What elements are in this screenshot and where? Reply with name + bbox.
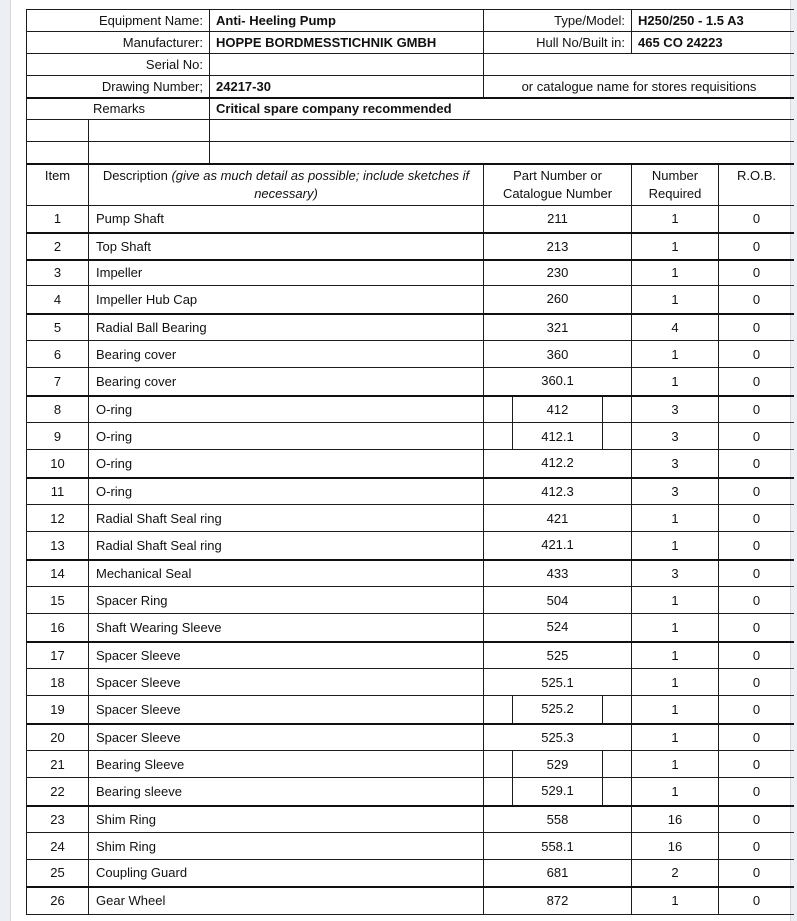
part-number-cell[interactable] xyxy=(484,560,632,587)
part-number-cell[interactable] xyxy=(484,642,632,669)
part-number-cell[interactable] xyxy=(484,696,632,724)
part-number-value: 412.1 xyxy=(541,428,574,444)
part-number-cell[interactable] xyxy=(484,806,632,833)
part-number-value: 211 xyxy=(547,211,568,227)
left-gutter xyxy=(0,0,11,921)
part-number-cell[interactable] xyxy=(484,860,632,887)
blank-row-1 xyxy=(27,120,795,142)
serial-value[interactable] xyxy=(210,54,484,76)
part-number-cell[interactable] xyxy=(484,341,632,368)
part-number-value: 412.3 xyxy=(541,483,574,499)
number-required-cell[interactable]: 4 xyxy=(632,314,719,341)
number-required-cell[interactable]: 1 xyxy=(632,751,719,778)
rob-cell[interactable]: 0 xyxy=(719,860,795,887)
description-cell[interactable]: O-ring xyxy=(89,478,484,505)
description-cell[interactable]: Radial Ball Bearing xyxy=(89,314,484,341)
item-number-cell: 10 xyxy=(27,450,89,478)
table-row xyxy=(27,696,795,724)
part-number-cell[interactable] xyxy=(484,505,632,532)
part-number-cell[interactable] xyxy=(484,833,632,860)
part-number-value: 681 xyxy=(546,865,569,881)
blank-cell[interactable] xyxy=(210,120,795,142)
number-required-cell[interactable]: 1 xyxy=(632,233,719,260)
description-cell[interactable]: Spacer Ring xyxy=(89,587,484,614)
item-number-cell: 9 xyxy=(27,423,89,450)
description-cell[interactable]: Shim Ring xyxy=(89,833,484,860)
description-cell[interactable]: Spacer Sleeve xyxy=(89,696,484,724)
item-number-cell: 25 xyxy=(27,860,89,887)
description-cell[interactable]: O-ring xyxy=(89,450,484,478)
part-number-cell[interactable] xyxy=(484,587,632,614)
serial-label: Serial No: xyxy=(27,54,210,76)
item-number-cell: 23 xyxy=(27,806,89,833)
table-row xyxy=(27,642,795,669)
part-number-value: 504 xyxy=(546,592,569,608)
blank-cell[interactable] xyxy=(89,142,210,164)
rob-cell[interactable]: 0 xyxy=(719,450,795,478)
item-number-cell: 8 xyxy=(27,396,89,423)
part-number-cell[interactable] xyxy=(484,724,632,751)
part-number-value: 421 xyxy=(546,510,569,526)
table-row xyxy=(27,860,795,887)
manufacturer-row xyxy=(27,32,795,54)
item-number-cell: 21 xyxy=(27,751,89,778)
number-required-cell[interactable]: 1 xyxy=(632,669,719,696)
part-number-cell[interactable] xyxy=(484,669,632,696)
blank-cell[interactable] xyxy=(27,142,89,164)
rob-cell[interactable]: 0 xyxy=(719,614,795,642)
spares-table xyxy=(26,9,794,915)
table-row xyxy=(27,286,795,314)
hull-label: Hull No/Built in: xyxy=(484,32,632,54)
table-row xyxy=(27,669,795,696)
table-row xyxy=(27,587,795,614)
number-required-cell[interactable]: 1 xyxy=(632,778,719,806)
table-row xyxy=(27,423,795,450)
number-required-cell[interactable]: 3 xyxy=(632,478,719,505)
number-required-cell[interactable]: 1 xyxy=(632,587,719,614)
part-number-value: 213 xyxy=(546,238,569,254)
number-required-cell[interactable]: 1 xyxy=(632,505,719,532)
number-required-cell[interactable]: 1 xyxy=(632,368,719,396)
number-required-cell[interactable]: 1 xyxy=(632,260,719,286)
item-number-cell: 16 xyxy=(27,614,89,642)
number-required-cell[interactable]: 1 xyxy=(632,887,719,915)
col-description-title: Description xyxy=(102,167,168,183)
part-number-cell[interactable] xyxy=(484,423,632,450)
part-number-value: 360 xyxy=(546,346,569,362)
part-number-value: 412.2 xyxy=(541,455,574,471)
table-row xyxy=(27,368,795,396)
part-number-cell[interactable] xyxy=(484,614,632,642)
catalogue-note: or catalogue name for stores requisitions xyxy=(484,76,795,98)
blank-row-2 xyxy=(27,142,795,164)
item-number-cell: 5 xyxy=(27,314,89,341)
spares-rows xyxy=(27,206,795,915)
item-number-cell: 14 xyxy=(27,560,89,587)
rob-cell[interactable]: 0 xyxy=(719,206,795,233)
rob-cell[interactable]: 0 xyxy=(719,887,795,915)
rob-cell[interactable]: 0 xyxy=(719,560,795,587)
description-cell[interactable]: Impeller xyxy=(89,260,484,286)
part-number-value: 558 xyxy=(546,811,569,827)
part-number-cell[interactable] xyxy=(484,887,632,915)
part-number-cell[interactable] xyxy=(484,368,632,396)
table-row xyxy=(27,206,795,233)
table-row xyxy=(27,450,795,478)
rob-cell[interactable]: 0 xyxy=(719,778,795,806)
number-required-cell[interactable]: 1 xyxy=(632,614,719,642)
item-number-cell: 1 xyxy=(27,206,89,233)
rob-cell[interactable]: 0 xyxy=(719,806,795,833)
table-row xyxy=(27,505,795,532)
table-row xyxy=(27,478,795,505)
column-header-row xyxy=(27,164,795,206)
description-cell[interactable]: Spacer Sleeve xyxy=(89,724,484,751)
drawing-label: Drawing Number; xyxy=(27,76,210,98)
table-row xyxy=(27,751,795,778)
number-required-cell[interactable]: 1 xyxy=(632,341,719,368)
table-row xyxy=(27,887,795,915)
number-required-cell[interactable]: 3 xyxy=(632,450,719,478)
table-row xyxy=(27,833,795,860)
number-required-cell[interactable]: 3 xyxy=(632,423,719,450)
description-cell[interactable]: Impeller Hub Cap xyxy=(89,286,484,314)
number-required-cell[interactable]: 16 xyxy=(632,806,719,833)
description-cell[interactable]: Radial Shaft Seal ring xyxy=(89,505,484,532)
col-description-header xyxy=(89,164,484,206)
part-number-cell[interactable] xyxy=(484,260,632,286)
description-cell[interactable]: Bearing cover xyxy=(89,368,484,396)
number-required-cell[interactable]: 3 xyxy=(632,560,719,587)
table-row xyxy=(27,560,795,587)
rob-cell[interactable]: 0 xyxy=(719,833,795,860)
drawing-value[interactable]: 24217-30 xyxy=(210,76,484,98)
rob-cell[interactable]: 0 xyxy=(719,751,795,778)
table-row xyxy=(27,233,795,260)
col-part-number-header: Part Number or Catalogue Number xyxy=(484,164,632,206)
rob-cell[interactable]: 0 xyxy=(719,669,795,696)
part-number-cell[interactable] xyxy=(484,396,632,423)
equipment-name-label: Equipment Name: xyxy=(27,10,210,32)
table-row xyxy=(27,614,795,642)
remarks-label: Remarks xyxy=(27,98,210,120)
description-cell[interactable]: Radial Shaft Seal ring xyxy=(89,532,484,560)
item-number-cell: 17 xyxy=(27,642,89,669)
description-cell[interactable]: Spacer Sleeve xyxy=(89,669,484,696)
part-number-cell[interactable] xyxy=(484,206,632,233)
description-cell[interactable]: Spacer Sleeve xyxy=(89,642,484,669)
item-number-cell: 24 xyxy=(27,833,89,860)
item-number-cell: 18 xyxy=(27,669,89,696)
number-required-cell[interactable]: 3 xyxy=(632,396,719,423)
rob-cell[interactable]: 0 xyxy=(719,396,795,423)
number-required-cell[interactable]: 2 xyxy=(632,860,719,887)
serial-row xyxy=(27,54,795,76)
part-number-value: 421.1 xyxy=(541,537,574,553)
item-number-cell: 20 xyxy=(27,724,89,751)
number-required-cell[interactable]: 16 xyxy=(632,833,719,860)
description-cell[interactable]: Shaft Wearing Sleeve xyxy=(89,614,484,642)
description-cell[interactable]: Shim Ring xyxy=(89,806,484,833)
rob-cell[interactable]: 0 xyxy=(719,505,795,532)
part-number-cell[interactable] xyxy=(484,532,632,560)
number-required-cell[interactable]: 1 xyxy=(632,696,719,724)
description-cell[interactable]: O-ring xyxy=(89,396,484,423)
part-number-value: 321 xyxy=(546,319,569,335)
part-number-value: 525.2 xyxy=(541,701,574,717)
item-number-cell: 11 xyxy=(27,478,89,505)
table-row xyxy=(27,260,795,286)
spares-sheet xyxy=(26,9,794,921)
rob-cell[interactable]: 0 xyxy=(719,696,795,724)
table-row xyxy=(27,778,795,806)
part-number-value: 360.1 xyxy=(541,373,574,389)
equipment-name-value[interactable]: Anti- Heeling Pump xyxy=(210,10,484,32)
description-cell[interactable]: Coupling Guard xyxy=(89,860,484,887)
part-number-value: 529.1 xyxy=(541,783,574,799)
description-cell[interactable]: Bearing sleeve xyxy=(89,778,484,806)
part-number-value: 525 xyxy=(546,647,569,663)
col-number-required-header: Number Required xyxy=(632,164,719,206)
table-row xyxy=(27,724,795,751)
serial-blank[interactable] xyxy=(484,54,795,76)
rob-cell[interactable]: 0 xyxy=(719,532,795,560)
drawing-row xyxy=(27,76,795,98)
description-cell[interactable]: Mechanical Seal xyxy=(89,560,484,587)
number-required-cell[interactable]: 1 xyxy=(632,724,719,751)
part-number-cell[interactable] xyxy=(484,314,632,341)
blank-cell[interactable] xyxy=(89,120,210,142)
number-required-cell[interactable]: 1 xyxy=(632,642,719,669)
item-number-cell: 15 xyxy=(27,587,89,614)
part-number-value: 230 xyxy=(546,264,569,280)
item-number-cell: 19 xyxy=(27,696,89,724)
item-number-cell: 12 xyxy=(27,505,89,532)
part-number-value: 412 xyxy=(546,401,569,417)
rob-cell[interactable]: 0 xyxy=(719,314,795,341)
table-row xyxy=(27,396,795,423)
type-model-value[interactable]: H250/250 - 1.5 A3 xyxy=(632,10,795,32)
rob-cell[interactable]: 0 xyxy=(719,368,795,396)
manufacturer-label: Manufacturer: xyxy=(27,32,210,54)
number-required-cell[interactable]: 1 xyxy=(632,206,719,233)
part-number-value: 525.3 xyxy=(541,729,574,745)
rob-cell[interactable]: 0 xyxy=(719,587,795,614)
table-row xyxy=(27,806,795,833)
number-required-cell[interactable]: 1 xyxy=(632,286,719,314)
col-rob-header: R.O.B. xyxy=(719,164,795,206)
col-item-header: Item xyxy=(27,164,89,206)
table-row xyxy=(27,532,795,560)
rob-cell[interactable]: 0 xyxy=(719,260,795,286)
part-number-cell[interactable] xyxy=(484,778,632,806)
col-description-note: (give as much detail as possible; include sketches if necessary) xyxy=(171,167,470,201)
part-number-value: 558.1 xyxy=(541,838,574,854)
item-number-cell: 7 xyxy=(27,368,89,396)
part-number-value: 260 xyxy=(546,291,569,307)
hull-value[interactable]: 465 CO 24223 xyxy=(632,32,795,54)
part-number-value: 433 xyxy=(546,565,569,581)
rob-cell[interactable]: 0 xyxy=(719,341,795,368)
part-number-value: 524 xyxy=(546,619,569,635)
table-row xyxy=(27,314,795,341)
remarks-row xyxy=(27,98,795,120)
part-number-value: 872 xyxy=(546,892,569,908)
item-number-cell: 22 xyxy=(27,778,89,806)
item-number-cell: 26 xyxy=(27,887,89,915)
blank-cell[interactable] xyxy=(210,142,795,164)
part-number-cell[interactable] xyxy=(484,751,632,778)
equipment-row xyxy=(27,10,795,32)
manufacturer-value[interactable]: HOPPE BORDMESSTICHNIK GMBH xyxy=(210,32,484,54)
part-number-cell[interactable] xyxy=(484,478,632,505)
description-cell[interactable]: Bearing Sleeve xyxy=(89,751,484,778)
item-number-cell: 13 xyxy=(27,532,89,560)
part-number-cell[interactable] xyxy=(484,233,632,260)
item-number-cell: 2 xyxy=(27,233,89,260)
description-cell[interactable]: O-ring xyxy=(89,423,484,450)
description-cell[interactable]: Top Shaft xyxy=(89,233,484,260)
part-number-cell[interactable] xyxy=(484,286,632,314)
rob-cell[interactable]: 0 xyxy=(719,478,795,505)
rob-cell[interactable]: 0 xyxy=(719,642,795,669)
description-cell[interactable]: Pump Shaft xyxy=(89,206,484,233)
item-number-cell: 3 xyxy=(27,260,89,286)
rob-cell[interactable]: 0 xyxy=(719,724,795,751)
description-cell[interactable]: Bearing cover xyxy=(89,341,484,368)
part-number-value: 525.1 xyxy=(541,674,574,690)
rob-cell[interactable]: 0 xyxy=(719,423,795,450)
description-cell[interactable]: Gear Wheel xyxy=(89,887,484,915)
type-model-label: Type/Model: xyxy=(484,10,632,32)
item-number-cell: 4 xyxy=(27,286,89,314)
number-required-cell[interactable]: 1 xyxy=(632,532,719,560)
blank-cell[interactable] xyxy=(27,120,89,142)
table-row xyxy=(27,341,795,368)
part-number-cell[interactable] xyxy=(484,450,632,478)
remarks-value[interactable]: Critical spare company recommended xyxy=(210,98,795,120)
item-number-cell: 6 xyxy=(27,341,89,368)
part-number-value: 529 xyxy=(546,756,569,772)
rob-cell[interactable]: 0 xyxy=(719,286,795,314)
rob-cell[interactable]: 0 xyxy=(719,233,795,260)
